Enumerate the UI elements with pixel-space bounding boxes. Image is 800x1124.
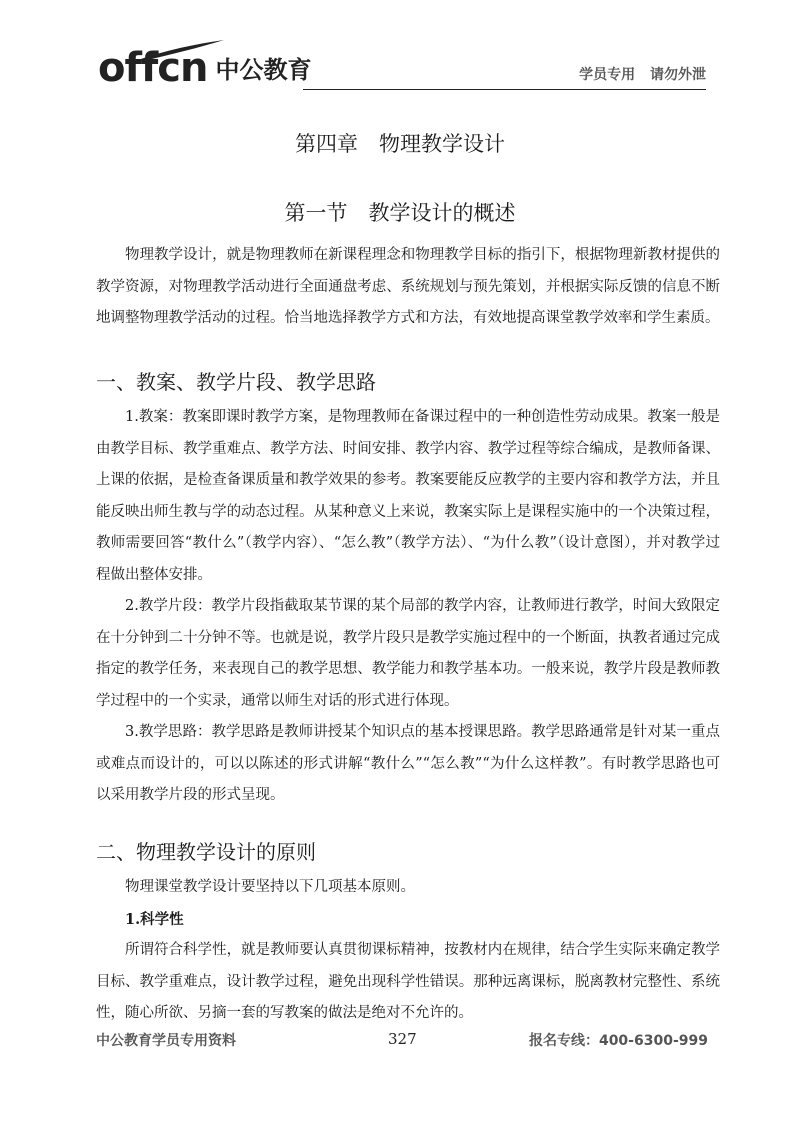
offcn-logo (98, 40, 311, 90)
part2-heading: 二、物理教学设计的原则 (96, 840, 316, 864)
paragraph-scientific: 所谓符合科学性，就是教师要认真贯彻课标精神，按教材内在规律，结合学生实际来确定教学目标、教学重难点，设计教学过程，避免出现科学性错误。那种远离课标，脱离教材完整性、系统性，随心所欲、另摘一套的写教案的做法是绝对不允许的。 (96, 942, 720, 1021)
logo-latin-text: offcn (98, 45, 208, 91)
section-title: 第一节 教学设计的概述 (284, 201, 516, 225)
part2-block (96, 836, 720, 868)
paragraph-teaching-segment: 2.教学片段：教学片段指截取某节课的某个局部的教学内容，让教师进行教学，时间大致限定在十分钟到二十分钟不等。也就是说，教学片段只是教学实施过程中的一个断面，执教者通过完成指定的教学任务，来表现自己的教学思想、教学能力和教学基本功。一般来说，教学片段是教师教学过程中的一个实录，通常以师生对话的形式进行体现。 (96, 598, 720, 709)
page-footer (96, 1030, 708, 1056)
part2-body (96, 872, 720, 1030)
intro-paragraph: 物理教学设计，就是物理教师在新课程理念和物理教学目标的指引下，根据物理新教材提供的教学资源，对物理教学活动进行全面通盘考虑、系统规划与预先策划，并根据实际反馈的信息不断地调整物理教学活动的过程。恰当地选择教学方式和方法，有效地提高课堂教学效率和学生素质。 (96, 247, 720, 326)
paragraph-lesson-plan: 1.教案：教案即课时教学方案，是物理教师在备课过程中的一种创造性劳动成果。教案一般是由教学目标、教学重难点、教学方法、时间安排、教学内容、教学过程等综合编成，是教师备课、上课的依据，是检查备课质量和教学效果的参考。教案要能反应教学的主要内容和教学方法，并且能反映出师生教与学的动态过程。从某种意义上来说，教案实际上是课程实施中的一个决策过程，教师需要回答“教什么”（教学内容）、“怎么教”（教学方法）、“为什么教”（设计意图），并对教学过程做出整体安排。 (96, 409, 720, 583)
part1-block (96, 366, 720, 398)
part1-body (96, 402, 720, 812)
principle-heading-scientific: 1.科学性 (125, 910, 184, 928)
paragraph-teaching-idea: 3.教学思路：教学思路是教师讲授某个知识点的基本授课思路。教学思路通常是针对某一重点或难点而设计的，可以以陈述的形式讲解“教什么”“怎么教”“为什么这样教”。有时教学思路也可以采用教学片段的形式呈现。 (96, 724, 720, 803)
part1-heading: 一、教案、教学片段、教学思路 (96, 370, 376, 394)
header-notice: 学员专用 请勿外泄 (579, 67, 706, 83)
footer-label: 中公教育学员专用资料 (96, 1033, 236, 1049)
intro-block (96, 240, 720, 335)
page-header (98, 38, 706, 92)
page-number: 327 (388, 1030, 417, 1048)
part2-intro: 物理课堂教学设计要坚持以下几项基本原则。 (125, 879, 415, 895)
chapter-title: 第四章 物理教学设计 (295, 132, 505, 156)
logo-chinese-text: 中公教育 (215, 56, 312, 84)
header-divider (303, 89, 706, 90)
footer-hotline: 报名专线：400-6300-999 (528, 1033, 708, 1049)
